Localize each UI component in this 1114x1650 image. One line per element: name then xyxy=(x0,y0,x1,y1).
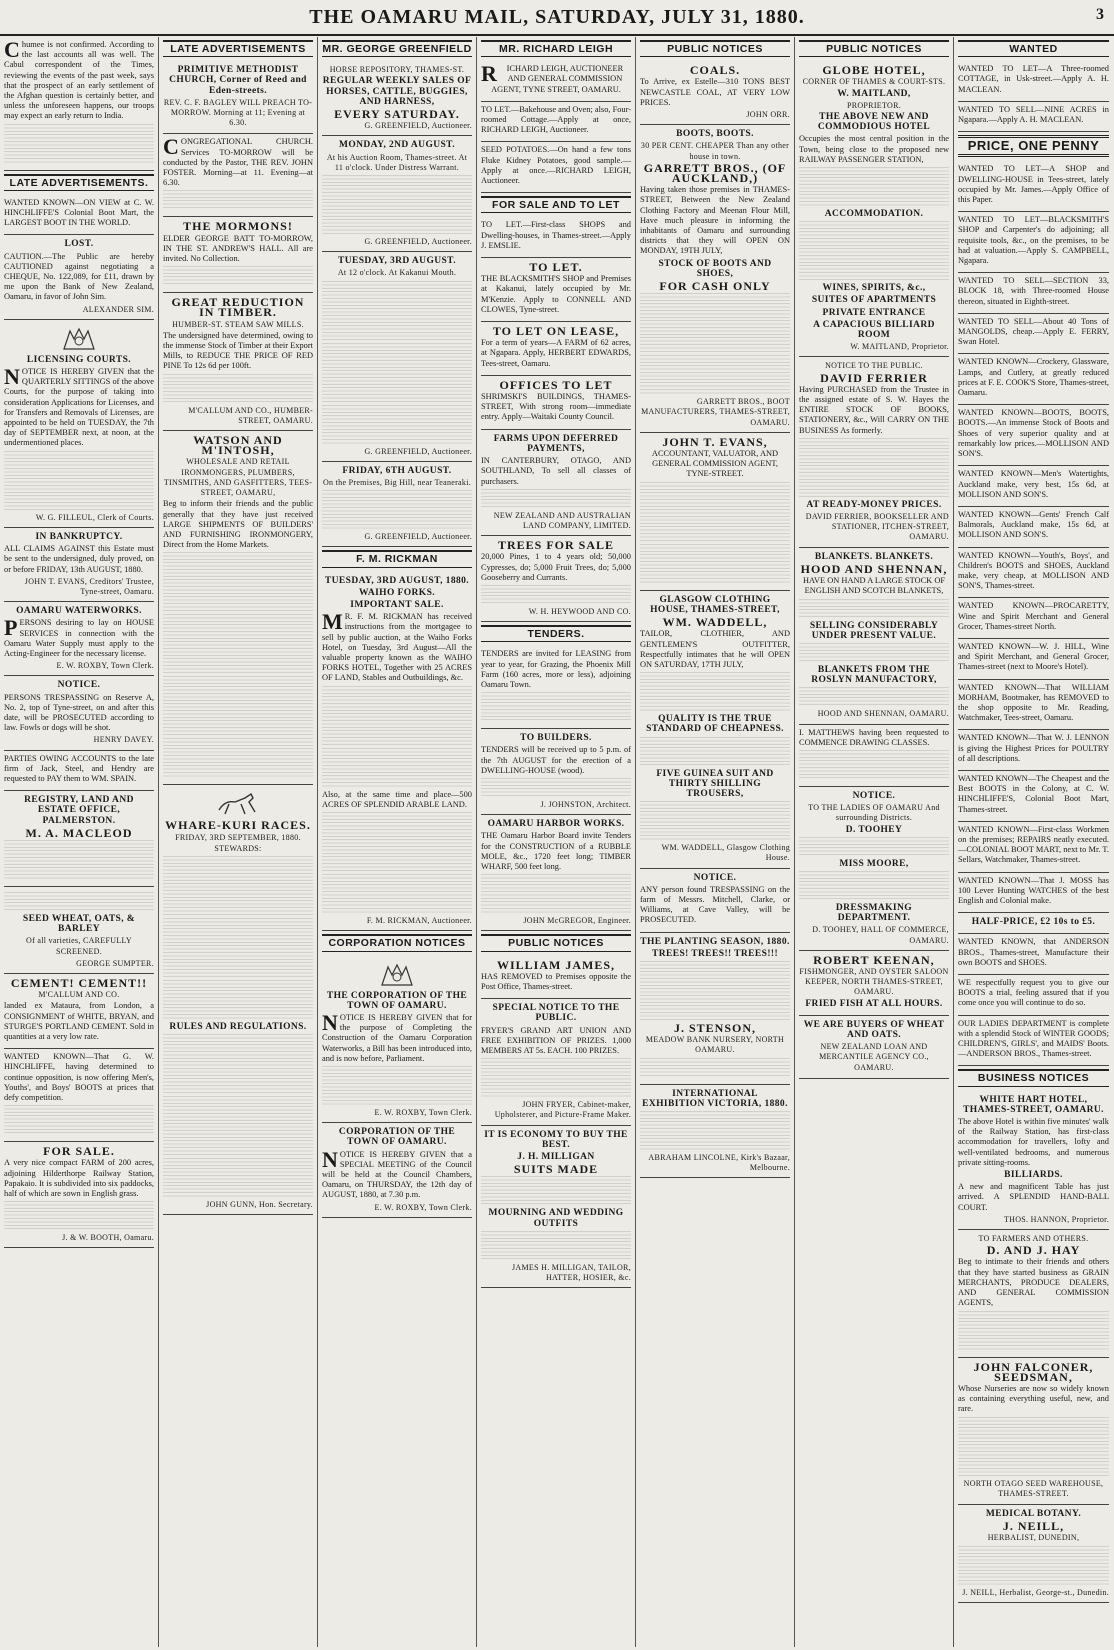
section-heading: MR. RICHARD LEIGH xyxy=(481,40,631,57)
advert-methodist: PRIMITIVE METHODIST CHURCH, Corner of Reed and Eden-streets. REV. C. F. BAGLEY WILL PREACH TO-MORROW. Morning at 11; Evening at 6.30. xyxy=(163,61,313,134)
wanted-item: WANTED KNOWN—That J. MOSS has 100 Lever Hunting WATCHES of the best English and Colonial make. xyxy=(958,873,1109,914)
advert-respect: WE respectfully request you to give our BOOTS a trial, feeling assured that if you come once you will continue to do so. xyxy=(958,975,1109,1016)
section-heading: LATE ADVERTISEMENTS. xyxy=(4,174,154,191)
text-lines xyxy=(481,1058,631,1098)
advert-william-james: WILLIAM JAMES, HAS REMOVED to Premises opposite the Post Office, Thames-street. xyxy=(481,956,631,1000)
text-lines xyxy=(163,918,313,978)
advert-stenson: THE PLANTING SEASON, 1880. TREES! TREES!! TREES!!! J. STENSON, MEADOW BANK NURSERY, NORTH OAMARU. xyxy=(640,933,790,1085)
advert-for-sale: FOR SALE. A very nice compact FARM of 200 acres, adjoining Hilderthorpe Railway Station, Papakaio. It is subdivided into six paddocks, half of which are sown in English grass. J. & W. BOOTH, Oamaru. xyxy=(4,1142,154,1248)
text-lines xyxy=(640,355,790,395)
text-lines xyxy=(163,1158,313,1198)
advert-harbor: OAMARU HARBOR WORKS. THE Oamaru Harbor Board invite Tenders for the CONSTRUCTION of a RUBBLE MOLE, &c., 1720 feet long; TIMBER WHARF, 500 feet long. JOHN McGREGOR, Engineer. xyxy=(481,815,631,931)
coat-of-arms-icon xyxy=(374,961,420,989)
section-heading: PUBLIC NOTICES xyxy=(481,934,631,951)
advert-lease: TO LET ON LEASE, For a term of years—A FARM of 62 acres, at Ngapara. Apply, HERBERT EDWARDS, Tees-street, Oamaru. xyxy=(481,322,631,376)
advert-monday: MONDAY, 2ND AUGUST. At his Auction Room, Thames-street. At 11 o'clock. Under Distress Warrant. G. GREENFIELD, Auctioneer. xyxy=(322,136,472,252)
price-banner: PRICE, ONE PENNY xyxy=(958,135,1109,157)
advert-seed-wheat: SEED WHEAT, OATS, & BARLEY Of all varieties, CAREFULLY SCREENED. GEORGE SUMPTER. xyxy=(4,887,154,974)
column-7 xyxy=(954,37,1113,1647)
advert-exhibition: INTERNATIONAL EXHIBITION VICTORIA, 1880. ABRAHAM LINCOLNE, Kirk's Bazaar, Melbourne. xyxy=(640,1085,790,1179)
column-3 xyxy=(318,37,477,1647)
advert-lost: LOST. CAUTION.—The Public are hereby CAUTIONED against negotiating a CHEQUE, No. 122,089, for £11, drawn by me upon the Bank of New Zealand, Oamaru, in favor of John Sim. ALEXANDER SIM. xyxy=(4,235,154,319)
advert: WANTED KNOWN—ON VIEW at C. W. HINCHLIFFE'S Colonial Boot Mart, the LARGEST BOOT IN THE WORLD. xyxy=(4,195,154,236)
text-lines xyxy=(322,343,472,403)
advert-ladies: OUR LADIES DEPARTMENT is complete with a splendid Stock of WINTER GOODS; CHILDREN'S, GIRLS', and MAIDS' Boots.—ANDERSON BROS., Thames-street. xyxy=(958,1016,1109,1067)
text-lines xyxy=(163,614,313,674)
text-lines xyxy=(163,1096,313,1156)
advert-buyers: WE ARE BUYERS OF WHEAT AND OATS. NEW ZEALAND LOAN AND MERCANTILE AGENCY CO., OAMARU. xyxy=(799,1016,949,1079)
wanted-item: WANTED TO LET—BLACKSMITH'S SHOP and Carpenter's do adjoining; all requisite tools, &c., on the premises, to be had at valuation.—Apply S. CAMPBELL, Ngapara. xyxy=(958,212,1109,273)
text-lines xyxy=(481,874,631,914)
text-lines xyxy=(322,175,472,235)
advert-falconer: JOHN FALCONER, SEEDSMAN, Whose Nurseries are now so widely known as containing everything useful, new, and rare. NORTH OTAGO SEED WAREHOUSE, THAMES-STREET. xyxy=(958,1358,1109,1505)
text-lines xyxy=(322,281,472,341)
wanted-item: WANTED KNOWN—Men's Watertights, Auckland make, very best, 15s 6d, at MOLLISON AND SON'S. xyxy=(958,466,1109,507)
advert-notice: NOTICE. PERSONS TRESPASSING on Reserve A, No. 2, top of Tyne-street, on and after this date, will be PROSECUTED according to law. Fowls or dogs will be shot. HENRY DAVEY. xyxy=(4,676,154,750)
wanted-item: WANTED KNOWN—First-class Workmen on the premises; REPAIRS neatly executed.—COLONIAL BOOT MART, next to Mr. T. Sellars, Watchmaker, Thames-street. xyxy=(958,822,1109,873)
column-5 xyxy=(636,37,795,1647)
advert-leigh: RICHARD LEIGH, AUCTIONEER AND GENERAL COMMISSION AGENT, TYNE STREET, OAMARU. xyxy=(481,61,631,102)
advert-parties: PARTIES OWING ACCOUNTS to the late firm of Jack, Steel, and Hendry are requested to PAY them to WM. SPAIN. xyxy=(4,751,154,792)
text-lines xyxy=(481,692,631,722)
advert-hinchliffe: WANTED KNOWN—That G. W. HINCHLIFFE, having determined to continue opposition, is now offering Men's, Youths', and Boys' BOOTS at prices that defy competition. xyxy=(4,1049,154,1142)
section-heading: PUBLIC NOTICES xyxy=(799,40,949,57)
coat-of-arms-icon xyxy=(56,325,102,353)
text-lines xyxy=(4,124,154,164)
column-1 xyxy=(0,37,159,1647)
text-lines xyxy=(799,750,949,780)
column-4 xyxy=(477,37,636,1647)
text-lines xyxy=(163,676,313,736)
wanted-item: WANTED KNOWN—That W. J. LENNON is giving the Highest Prices for POULTRY of all descriptions. xyxy=(958,730,1109,771)
advert-keenan: ROBERT KEENAN, FISHMONGER, AND OYSTER SALOON KEEPER, NORTH THAMES-STREET, OAMARU. FRIED FISH AT ALL HOURS. xyxy=(799,951,949,1016)
text-lines xyxy=(640,961,790,1021)
advert-tuesday: TUESDAY, 3RD AUGUST. At 12 o'clock. At Kakanui Mouth. G. GREENFIELD, Auctioneer. xyxy=(322,252,472,462)
columns xyxy=(0,37,1114,1647)
text-lines xyxy=(799,599,949,619)
text-lines xyxy=(4,1105,154,1135)
advert-seed-potatoes: SEED POTATOES.—On hand a few tons Fluke Kidney Potatoes, good sample.—Apply at once.—RICHARD LEIGH, Auctioneer. xyxy=(481,142,631,193)
column-6 xyxy=(795,37,954,1647)
text-lines xyxy=(322,812,472,872)
advert-corporation-2: CORPORATION OF THE TOWN OF OAMARU. NOTICE IS HEREBY GIVEN that a SPECIAL MEETING of the Council will be held at the Council Chambers, Oamaru, on THURSDAY, the 12th day of AUGUST, 1880, at 7.30 p.m. E. W. ROXBY, Town Clerk. xyxy=(322,1123,472,1218)
racehorse-icon xyxy=(215,790,261,818)
text-lines xyxy=(640,544,790,584)
news-paragraph: Chumee is not confirmed. According to the last accounts all was well. The Cabul correspondent of the Times, reviewing the events of the past week, says that the prospect of an early settlement of the Afghan question is certainly better, and unless the unforeseen happens, our troops may expect an early return to India. xyxy=(4,37,154,171)
advert-to-let: TO LET.—Bakehouse and Oven; also, Four-roomed Cottage.—Apply at once, RICHARD LEIGH, Auctioneer. xyxy=(481,102,631,143)
advert-races: WHARE-KURI RACES. FRIDAY, 3RD SEPTEMBER, 1880. STEWARDS: RULES AND REGULATIONS. JOHN GUNN, Hon. Secretary. xyxy=(163,785,313,1215)
advert-evans: JOHN T. EVANS, ACCOUNTANT, VALUATOR, AND GENERAL COMMISSION AGENT, TYNE-STREET. xyxy=(640,433,790,591)
section-heading: MR. GEORGE GREENFIELD xyxy=(322,40,472,57)
advert-rickman: TUESDAY, 3RD AUGUST, 1880. WAIHO FORKS. IMPORTANT SALE. MR. F. M. RICKMAN has received instructions from the mortgagee to sell by public auction, at the Waiho Forks Hotel, on Tuesday, 3rd August—All the valuable property known as the WAIHO FORKS HOTEL, Together with 25 ACRES OF LAND, Stables and Outbuildings, &c. Also, at the same time and place—500 ACRES OF SPLENDID ARABLE LAND. F. M. RICKMAN, Auctioneer. xyxy=(322,572,472,932)
text-lines xyxy=(481,1176,631,1206)
wanted-item: WANTED TO LET—A SHOP and DWELLING-HOUSE in Tees-street, lately occupied by Mr. James.—Apply Office of this Paper. xyxy=(958,161,1109,212)
section-heading: PUBLIC NOTICES xyxy=(640,40,790,57)
advert-blankets: BLANKETS. BLANKETS. HOOD AND SHENNAN, HAVE ON HAND A LARGE STOCK OF ENGLISH AND SCOTCH BLANKETS, SELLING CONSIDERABLY UNDER PRESENT VALUE. BLANKETS FROM THE ROSLYN MANUFACTORY, HOOD AND SHENNAN, OAMARU. xyxy=(799,548,949,725)
wanted-item: WANTED KNOWN—Crockery, Glassware, Lamps, and Cutlery, at greatly reduced prices at F. E. COOK'S Store, Thames-street, Oamaru. xyxy=(958,354,1109,405)
section-heading: BUSINESS NOTICES xyxy=(958,1069,1109,1086)
text-lines xyxy=(4,451,154,511)
section-heading: WANTED xyxy=(958,40,1109,57)
advert-tenders: TENDERS are invited for LEASING from year to year, for Grazing, the Phoenix Mill Farm (160 acres, more or less), adjoining Oamaru Town. xyxy=(481,646,631,729)
page-title: THE OAMARU MAIL, SATURDAY, JULY 31, 1880. xyxy=(309,6,805,28)
wanted-item: WANTED KNOWN—W. J. HILL, Wine and Spirit Merchant, and General Grocer, Thames-street (next to Moore's Hotel). xyxy=(958,639,1109,680)
advert-ferrier: NOTICE TO THE PUBLIC. DAVID FERRIER Having PURCHASED from the Trustee in the assigned estate of S. W. Hayes the ENTIRE STOCK OF BOOKS, STATIONERY, &c., Will CARRY ON THE BUSINESS As formerly. AT READY-MONEY PRICES. DAVID FERRIER, BOOKSELLER AND STATIONER, ITCHEN-STREET, OAMARU. xyxy=(799,357,949,547)
advert-builders: TO BUILDERS. TENDERS will be received up to 5 p.m. of the 7th AUGUST for the erection of a DWELLING-HOUSE (wood). J. JOHNSTON, Architect. xyxy=(481,729,631,815)
text-lines xyxy=(640,801,790,841)
section-heading: CORPORATION NOTICES xyxy=(322,934,472,951)
section-heading: F. M. RICKMAN xyxy=(322,550,472,567)
advert-anderson: WANTED KNOWN, that ANDERSON BROS., Thames-street, Manufacture their own BOOTS and SHOES. xyxy=(958,934,1109,975)
section-heading: FOR SALE AND TO LET xyxy=(481,196,631,213)
text-lines xyxy=(163,980,313,1020)
text-lines xyxy=(163,856,313,916)
advert-farms: FARMS UPON DEFERRED PAYMENTS, IN CANTERBURY, OTAGO, AND SOUTHLAND, To sell all classes of purchasers. NEW ZEALAND AND AUSTRALIAN LAND COMPANY, LIMITED. xyxy=(481,430,631,536)
section-heading: TENDERS. xyxy=(481,625,631,642)
advert-globe-hotel: GLOBE HOTEL, CORNER OF THAMES & COURT-STS. W. MAITLAND, PROPRIETOR. THE ABOVE NEW AND COMMODIOUS HOTEL Occupies the most central position in the Town, being close to the proposed new RAILWAY PASSENGER STATION, ACCOMMODATION. WINES, SPIRITS, &c., SUITES OF APARTMENTS PRIVATE ENTRANCE A CAPACIOUS BILLIARD ROOM W. MAITLAND, Proprietor. xyxy=(799,61,949,357)
advert-corporation: THE CORPORATION OF THE TOWN OF OAMARU. NOTICE IS HEREBY GIVEN that for the purpose of Completing the Construction of the Oamaru Corporation Waterworks, a Bill has been introduced into, and is now before, Parliament. E. W. ROXBY, Town Clerk. xyxy=(322,956,472,1124)
section-heading: LATE ADVERTISEMENTS xyxy=(163,40,313,57)
text-lines xyxy=(322,405,472,445)
advert-coals: COALS. To Arrive, ex Estelle—310 TONS BEST NEWCASTLE COAL, AT VERY LOW PRICES. JOHN ORR. xyxy=(640,61,790,125)
text-lines xyxy=(163,266,313,286)
advert-milligan: IT IS ECONOMY TO BUY THE BEST. J. H. MILLIGAN SUITS MADE MOURNING AND WEDDING OUTFITS JAMES H. MILLIGAN, TAILOR, HATTER, HOSIER, &c. xyxy=(481,1126,631,1289)
advert-cement: CEMENT! CEMENT!! M'CALLUM AND CO. landed ex Mataura, from London, a CONSIGNMENT of WHITE, BRYAN, and STURGE'S PORTLAND CEMENT. Sold in quantities at a very low rate. xyxy=(4,974,154,1049)
text-lines xyxy=(322,490,472,530)
advert-licensing: LICENSING COURTS. NOTICE IS HEREBY GIVEN that the QUARTERLY SITTINGS of the above Courts, for the purpose of taking into consideration Applications for Licenses, and for Transfers and Removals of Licenses, are appointed to be held on TUESDAY, the 7th day of SEPTEMBER next, at noon, at the undermentioned places. W. G. FILLEUL, Clerk of Courts. xyxy=(4,320,154,528)
text-lines xyxy=(958,1417,1109,1477)
text-lines xyxy=(799,438,949,498)
page-number: 3 xyxy=(1096,6,1104,23)
text-lines xyxy=(481,778,631,798)
advert-toohey: NOTICE. TO THE LADIES OF OAMARU And surrounding Districts. D. TOOHEY MISS MOORE, DRESSMAKING DEPARTMENT. D. TOOHEY, HALL OF COMMERCE, OAMARU. xyxy=(799,787,949,951)
text-lines xyxy=(481,1231,631,1261)
advert-garrett: BOOTS, BOOTS. 30 PER CENT. CHEAPER Than any other house in town. GARRETT BROS., (OF AUCKLAND,) Having taken those premises in THAMES-STREET, Between the New Zealand Clothing Factory and Meenan Flour Mill, Have much pleasure in informing the inhabitants of Oamaru and surrounding districts that they will OPEN ON MONDAY, 19TH JULY, STOCK OF BOOTS AND SHOES, FOR CASH ONLY GARRETT BROS., BOOT MANUFACTURERS, THAMES-STREET, OAMARU. xyxy=(640,125,790,433)
text-lines xyxy=(481,585,631,605)
text-lines xyxy=(163,552,313,612)
text-lines xyxy=(799,871,949,901)
text-lines xyxy=(640,1111,790,1151)
advert-registry: REGISTRY, LAND AND ESTATE OFFICE, PALMERSTON. M. A. MACLEOD xyxy=(4,791,154,887)
advert-friday: FRIDAY, 6TH AUGUST. On the Premises, Big Hill, near Teaneraki. G. GREENFIELD, Auctioneer. xyxy=(322,462,472,548)
text-lines xyxy=(958,1311,1109,1351)
text-lines xyxy=(958,1546,1109,1586)
text-lines xyxy=(163,738,313,778)
advert-mormons: THE MORMONS! ELDER GEORGE BATT TO-MORROW, IN THE ST. ANDREW'S HALL. All are invited. No Collection. xyxy=(163,217,313,293)
wanted-item: WANTED KNOWN—The Cheapest and the Best BOOTS in the Colony, at C. W. HINCHLIFFE'S, Colonial Boot Mart, Thames-street. xyxy=(958,771,1109,822)
advert-drawing: I. MATTHEWS having been requested to COMMENCE DRAWING CLASSES. xyxy=(799,725,949,787)
wanted-item: WANTED TO SELL—About 40 Tons of MANGOLDS, cheap.—Apply E. FERRY, Swan Hotel. xyxy=(958,314,1109,355)
wanted-item: WANTED KNOWN—That WILLIAM MORHAM, Bootmaker, has REMOVED to the shop opposite to Mr. Reading, Watchmaker, Tees-street, Oamaru. xyxy=(958,680,1109,731)
advert-trees: TREES FOR SALE 20,000 Pines, 1 to 4 years old; 50,000 Cypresses, do; 5,000 Fruit Trees, do; 5,000 Gooseberry and Currants. W. H. HEYWOOD AND CO. xyxy=(481,536,631,622)
advert-moss-halfprice: HALF-PRICE, £2 10s to £5. xyxy=(958,913,1109,934)
column-2 xyxy=(159,37,318,1647)
advert-horse-repository: HORSE REPOSITORY, THAMES-ST. REGULAR WEEKLY SALES OF HORSES, CATTLE, BUGGIES, AND HARNESS, EVERY SATURDAY. G. GREENFIELD, Auctioneer. xyxy=(322,61,472,136)
wanted-item: WANTED KNOWN—BOOTS, BOOTS, BOOTS.—An immense Stock of Boots and Shoes of very superior quality and at remarkably low prices.—MOLLISON AND SON'S. xyxy=(958,405,1109,466)
text-lines xyxy=(322,1066,472,1106)
text-lines xyxy=(799,221,949,281)
advert-wanted-cottage: WANTED TO LET—A Three-roomed COTTAGE, in Usk-street.—Apply A. H. MACLEAN. xyxy=(958,61,1109,102)
advert-shops: TO LET.—First-class SHOPS and Dwelling-houses, in Thames-street.—Apply J. EMSLIE. xyxy=(481,217,631,258)
text-lines xyxy=(163,374,313,404)
text-lines xyxy=(799,167,949,207)
advert-wanted-acres: WANTED TO SELL—NINE ACRES in Ngapara.—Apply A. H. MACLEAN. xyxy=(958,102,1109,132)
text-lines xyxy=(640,1058,790,1078)
text-lines xyxy=(640,293,790,353)
text-lines xyxy=(322,748,472,788)
text-lines xyxy=(322,686,472,746)
text-lines xyxy=(4,892,154,912)
advert-blacksmith: TO LET. THE BLACKSMITH'S SHOP and Premises at Kakanui, lately occupied by Mr. M'Kenzie. Apply to CONNELL AND CLOWES, Tyne-street. xyxy=(481,258,631,322)
text-lines xyxy=(640,672,790,712)
masthead xyxy=(0,0,1114,36)
text-lines xyxy=(799,687,949,707)
text-lines xyxy=(4,840,154,880)
advert-white-hart: WHITE HART HOTEL, THAMES-STREET, OAMARU. The above Hotel is within five minutes' walk of the Railway Station, has first-class accommodation for travellers, lofty and well-ventilated bedrooms, and numerous private sitting-rooms. BILLIARDS. A new and magnificent Table has just arrived. A SPLENDID HAND-BALL COURT. THOS. HANNON, Proprietor. xyxy=(958,1091,1109,1230)
advert-trespass: NOTICE. ANY person found TRESPASSING on the farm of Messrs. Mitchell, Clarke, or Williams, at Cave Valley, will be PROSECUTED. xyxy=(640,869,790,933)
advert-waterworks: OAMARU WATERWORKS. PERSONS desiring to lay on HOUSE SERVICES in connection with the Oamaru Water Supply must apply to the Acting-Engineer for the necessary license. E. W. ROXBY, Town Clerk. xyxy=(4,602,154,676)
text-lines xyxy=(322,874,472,914)
wanted-item: WANTED KNOWN—Gents' French Calf Balmorals, Auckland make, 15s 6d, at MOLLISON AND SON'S. xyxy=(958,507,1109,548)
advert-offices: OFFICES TO LET SHRIMSKI'S BUILDINGS, THAMES-STREET, With strong room—immediate entry. Apply—Waitaki County Council. xyxy=(481,376,631,430)
advert-hay: TO FARMERS AND OTHERS. D. AND J. HAY Beg to intimate to their friends and others that they have started business as GRAIN MERCHANTS, PRODUCE DEALERS, AND GENERAL COMMISSION AGENTS, xyxy=(958,1230,1109,1357)
text-lines xyxy=(481,489,631,509)
text-lines xyxy=(640,482,790,542)
advert-watson: WATSON AND M'INTOSH, WHOLESALE AND RETAIL IRONMONGERS, PLUMBERS, TINSMITHS, AND GASFITTERS, TEES-STREET, OAMARU, Beg to inform their friends and the public generally that they have just received LARGE SHIPMENTS OF BUILDERS' AND FURNISHING IRONMONGERY, Direct from the Home Markets. xyxy=(163,431,313,785)
wanted-list xyxy=(958,161,1109,913)
advert-fryer: SPECIAL NOTICE TO THE PUBLIC. FRYER'S GRAND ART UNION AND FREE EXHIBITION OF PRIZES. 1,000 MEMBERS AT 5s. EACH. 100 PRIZES. JOHN FRYER, Cabinet-maker, Upholsterer, and Picture-Frame Maker. xyxy=(481,999,631,1125)
text-lines xyxy=(4,1201,154,1231)
text-lines xyxy=(799,643,949,663)
wanted-item: WANTED TO SELL—SECTION 33, BLOCK 18, with Three-roomed House thereon, situated in Eighth-street. xyxy=(958,273,1109,314)
advert-congregational: CONGREGATIONAL CHURCH. Services TO-MORROW will be conducted by the Pastor, THE REV. JOHN FOSTER. Morning—at 11. Evening—at 6.30. xyxy=(163,134,313,217)
text-lines xyxy=(799,837,949,857)
advert-waddell: GLASGOW CLOTHING HOUSE, THAMES-STREET, WM. WADDELL, TAILOR, CLOTHIER, AND GENTLEMEN'S OUTFITTER, Respectfully intimates that he will OPEN ON SATURDAY, 17TH JULY, QUALITY IS THE TRUE STANDARD OF CHEAPNESS. FIVE GUINEA SUIT AND THIRTY SHILLING TROUSERS, WM. WADDELL, Glasgow Clothing House. xyxy=(640,591,790,869)
advert-bankruptcy: IN BANKRUPTCY. ALL CLAIMS AGAINST this Estate must be sent to the undersigned, duly proved, on or before FRIDAY, 13th AUGUST, 1880. JOHN T. EVANS, Creditors' Trustee, Tyne-street, Oamaru. xyxy=(4,528,154,602)
wanted-item: WANTED KNOWN—Youth's, Boys', and Children's BOOTS and SHOES, Auckland make, very cheap, at MOLLISON AND SON'S, Thames-street. xyxy=(958,548,1109,599)
text-lines xyxy=(163,1034,313,1094)
text-lines xyxy=(163,190,313,210)
advert-timber: GREAT REDUCTION IN TIMBER. HUMBER-ST. STEAM SAW MILLS. The undersigned have determined, owing to the immense Stock of Timber at their Export Mills, to REDUCE THE PRICE OF RED PINE To 12s 6d per 100ft. M'CALLUM AND CO., HUMBER-STREET, OAMARU. xyxy=(163,293,313,431)
wanted-item: WANTED KNOWN—PROCARETTY, Wine and Spirit Merchant and General Grocer, Thames-street North. xyxy=(958,598,1109,639)
advert-neill: MEDICAL BOTANY. J. NEILL, HERBALIST, DUNEDIN, J. NEILL, Herbalist, George-st., Dunedin. xyxy=(958,1505,1109,1603)
text-lines xyxy=(640,737,790,767)
